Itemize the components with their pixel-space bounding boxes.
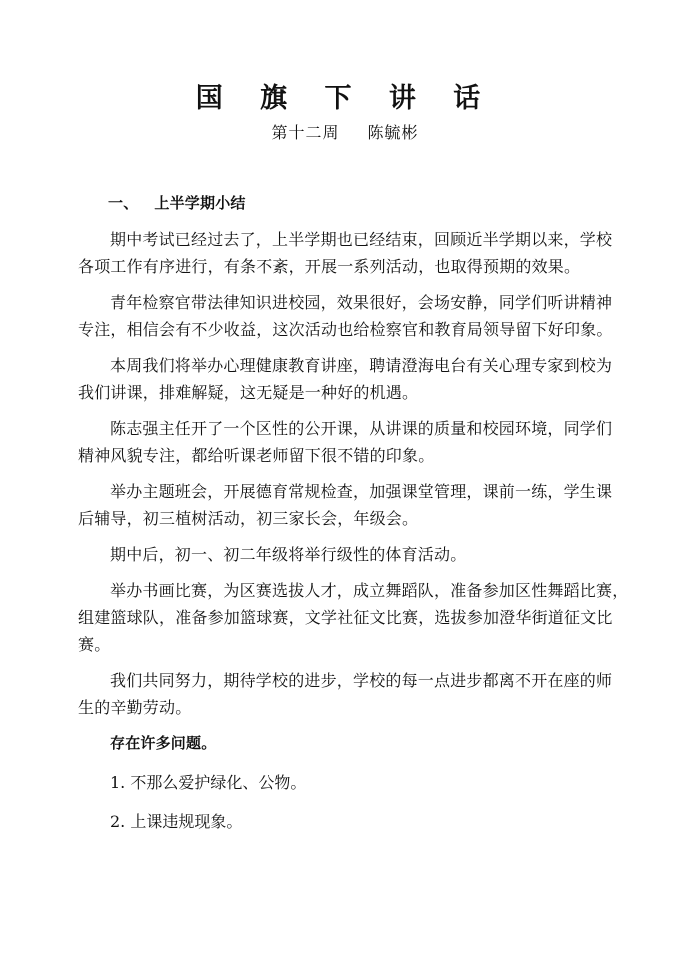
paragraph-line: 青年检察官带法律知识进校园，效果很好，会场安静，同学们听讲精神 <box>110 293 613 312</box>
paragraph-line: 陈志强主任开了一个区性的公开课，从讲课的质量和校园环境，同学们 <box>110 419 613 438</box>
page-title: 国 旗 下 讲 话 <box>195 83 495 114</box>
problems-heading: 存在许多问题。 <box>110 734 217 752</box>
paragraph-line: 各项工作有序进行，有条不紊，开展一系列活动，也取得预期的效果。 <box>78 257 581 276</box>
paragraph-line: 赛。 <box>78 635 111 654</box>
paragraph <box>78 415 624 469</box>
paragraph-line: 组建篮球队，准备参加篮球赛，文学社征文比赛，选拔参加澄华街道征文比 <box>78 608 613 627</box>
paragraph-line: 举办书画比赛，为区赛选拔人才，成立舞蹈队，准备参加区性舞蹈比赛， <box>110 581 629 600</box>
section-number: 一、 <box>108 194 139 212</box>
author-name: 陈毓彬 <box>367 123 419 142</box>
paragraph-line: 我们共同努力，期待学校的进步，学校的每一点进步都离不开在座的师 <box>110 671 613 690</box>
paragraph <box>78 226 624 280</box>
section-title: 上半学期小结 <box>154 194 246 212</box>
paragraph <box>78 289 624 343</box>
paragraph-line: 精神风貌专注，都给听课老师留下很不错的印象。 <box>78 446 435 465</box>
paragraph-line: 我们讲课，排难解疑，这无疑是一种好的机遇。 <box>78 383 419 402</box>
paragraph-line: 专注，相信会有不少收益，这次活动也给检察官和教育局领导留下好印象。 <box>78 320 613 339</box>
paragraph-line: 本周我们将举办心理健康教育讲座，聘请澄海电台有关心理专家到校为 <box>110 356 613 375</box>
week-label: 第十二周 <box>271 123 340 142</box>
paragraph <box>78 667 624 721</box>
paragraph-line: 生的辛勤劳动。 <box>78 698 192 717</box>
list-item: 2. 上课违规现象。 <box>110 812 243 831</box>
paragraph <box>78 478 624 532</box>
document-body <box>78 190 629 847</box>
paragraph-line: 期中考试已经过去了，上半学期也已经结束，回顾近半学期以来，学校 <box>110 230 613 249</box>
paragraph <box>78 577 629 658</box>
section-heading <box>78 190 624 217</box>
paragraph-line: 期中后，初一、初二年级将举行级性的体育活动。 <box>110 545 467 564</box>
subtitle <box>0 120 690 143</box>
paragraph <box>78 352 624 406</box>
paragraph-line: 后辅导，初三植树活动，初三家长会，年级会。 <box>78 509 419 528</box>
list-item: 1. 不那么爱护绿化、公物。 <box>110 773 307 792</box>
paragraph <box>78 541 624 568</box>
paragraph-line: 举办主题班会，开展德育常规检查，加强课堂管理，课前一练，学生课 <box>110 482 613 501</box>
